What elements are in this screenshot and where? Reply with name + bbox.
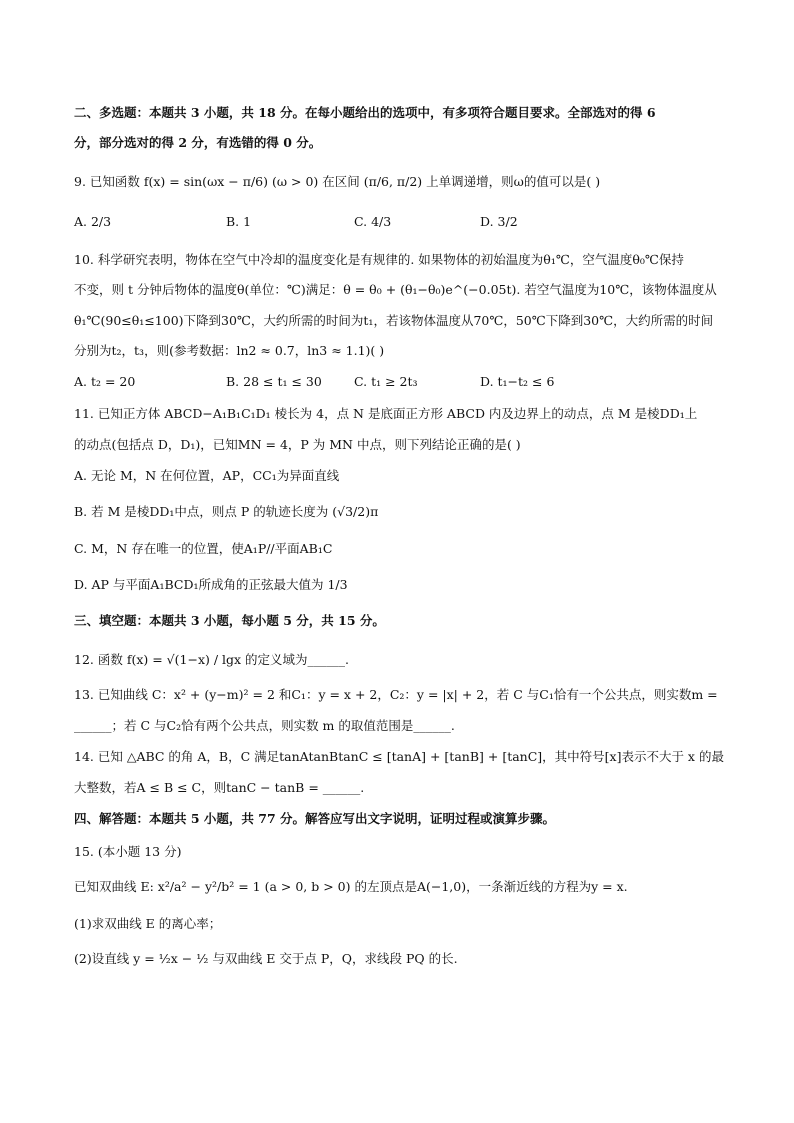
q15-header: 15. (本小题 13 分) <box>74 844 182 859</box>
q10-line3: θ₁℃(90≤θ₁≤100)下降到30℃，大约所需的时间为t₁，若该物体温度从70℃，50℃下降到30℃，大约所需的时间 <box>74 313 714 328</box>
q11-option-c: C. M，N 存在唯一的位置，使A₁P//平面AB₁C <box>74 541 333 556</box>
section2-line2: 分，部分选对的得 2 分，有选错的得 0 分。 <box>74 135 322 150</box>
section4-title: 四、解答题：本题共 5 小题，共 77 分。解答应写出文字说明，证明过程或演算步骤。 <box>74 811 556 826</box>
q10-option-a: A. t₂ = 20 <box>74 374 136 389</box>
q10-option-b: B. 28 ≤ t₁ ≤ 30 <box>226 374 322 389</box>
q9-option-d: D. 3/2 <box>480 214 518 229</box>
q14-line2: 大整数，若A ≤ B ≤ C，则tanC − tanB = ______. <box>74 780 365 795</box>
q12-stem: 12. 函数 f(x) = √(1−x) / lgx 的定义域为______. <box>74 652 350 667</box>
q11-line2: 的动点(包括点 D，D₁)，已知MN = 4，P 为 MN 中点，则下列结论正确的是( ) <box>74 437 521 452</box>
section3-title: 三、填空题：本题共 3 小题，每小题 5 分，共 15 分。 <box>74 613 385 628</box>
q9-stem: 9. 已知函数 f(x) = sin(ωx − π/6) (ω > 0) 在区间 (π/6, π/2) 上单调递增，则ω的值可以是( ) <box>74 174 601 189</box>
q13-line2: ______；若 C 与C₂恰有两个公共点，则实数 m 的取值范围是______. <box>74 718 455 733</box>
q10-line2: 不变，则 t 分钟后物体的温度θ(单位：℃)满足：θ = θ₀ + (θ₁−θ₀)e^(−0.05t). 若空气温度为10℃，该物体温度从 <box>74 282 717 297</box>
q10-line4: 分别为t₂，t₃，则(参考数据：ln2 ≈ 0.7，ln3 ≈ 1.1)( ) <box>74 343 385 358</box>
q15-stem: 已知双曲线 E: x²/a² − y²/b² = 1 (a > 0, b > 0) 的左顶点是A(−1,0)，一条渐近线的方程为y = x. <box>74 879 628 894</box>
q15-part1: (1)求双曲线 E 的离心率； <box>74 916 222 931</box>
q9-option-a: A. 2/3 <box>74 214 112 229</box>
section2-line1: 二、多选题：本题共 3 小题，共 18 分。在每小题给出的选项中，有多项符合题目要求。全部选对的得 6 <box>74 105 656 120</box>
q10-option-c: C. t₁ ≥ 2t₃ <box>354 374 418 389</box>
q11-line1: 11. 已知正方体 ABCD−A₁B₁C₁D₁ 棱长为 4，点 N 是底面正方形 ABCD 内及边界上的动点，点 M 是棱DD₁上 <box>74 406 698 421</box>
q11-option-b: B. 若 M 是棱DD₁中点，则点 P 的轨迹长度为 (√3/2)π <box>74 504 379 519</box>
q13-line1: 13. 已知曲线 C：x² + (y−m)² = 2 和C₁：y = x + 2，C₂：y = |x| + 2，若 C 与C₁恰有一个公共点，则实数m = <box>74 687 718 702</box>
q11-option-d: D. AP 与平面A₁BCD₁所成角的正弦最大值为 1/3 <box>74 577 348 592</box>
q10-line1: 10. 科学研究表明，物体在空气中冷却的温度变化是有规律的. 如果物体的初始温度为θ₁℃，空气温度θ₀℃保持 <box>74 252 684 267</box>
q9-option-b: B. 1 <box>226 214 252 229</box>
q15-part2: (2)设直线 y = ½x − ½ 与双曲线 E 交于点 P，Q，求线段 PQ 的长. <box>74 951 458 966</box>
q11-option-a: A. 无论 M，N 在何位置，AP，CC₁为异面直线 <box>74 468 340 483</box>
q14-line1: 14. 已知 △ABC 的角 A，B，C 满足tanAtanBtanC ≤ [tanA] + [tanB] + [tanC]，其中符号[x]表示不大于 x 的最 <box>74 749 724 764</box>
q9-option-c: C. 4/3 <box>354 214 392 229</box>
q10-option-d: D. t₁−t₂ ≤ 6 <box>480 374 555 389</box>
